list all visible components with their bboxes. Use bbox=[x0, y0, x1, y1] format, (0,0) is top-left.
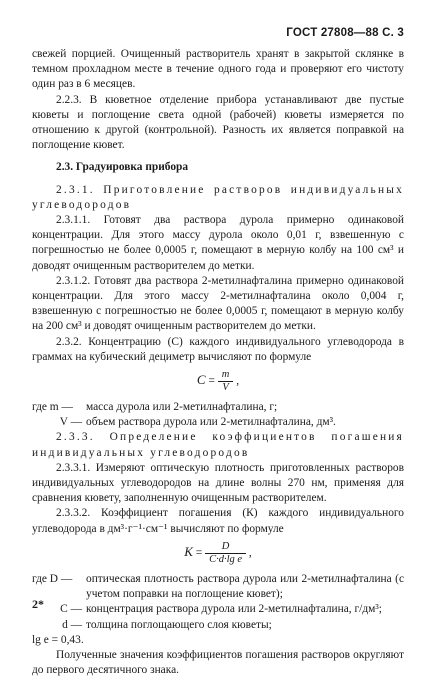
definition-label: d — bbox=[62, 618, 82, 631]
formula-numerator: D bbox=[205, 541, 246, 554]
paragraph-2-3-1-1: 2.3.1.1. Готовят два раствора дурола примерно одинаковой концентрации. Для этого массу дурола около 0,01 г, взвешенную с погрешностью не более 0,0005 г, помещают в мерную колбу на 100 см³ и доводят очищенным растворителем до метки. bbox=[32, 214, 404, 272]
definition-text: толщина поглощающего слоя кюветы; bbox=[86, 618, 272, 631]
definition-label: V — bbox=[59, 416, 82, 429]
formula-fraction bbox=[218, 369, 234, 394]
definition-label: C — bbox=[60, 603, 82, 616]
formula-end: , bbox=[248, 547, 252, 559]
formula-fraction bbox=[205, 541, 246, 566]
document-body bbox=[32, 47, 404, 678]
definition-c bbox=[32, 602, 404, 617]
definition-v bbox=[32, 415, 404, 430]
definition-label: где m — bbox=[32, 401, 73, 414]
definition-d-thickness bbox=[32, 618, 404, 633]
definition-m bbox=[32, 400, 404, 415]
formula-equals: = bbox=[195, 547, 203, 559]
formula-denominator: V bbox=[222, 382, 229, 394]
section-2-3-3-heading: 2.3.3. Определение коэффициентов погашения индивидуальных углеводородов bbox=[32, 431, 404, 459]
formula-equals: = bbox=[208, 375, 215, 388]
paragraph-2-2-3: 2.2.3. В кюветное отделение прибора устанавливают две пустые кюветы и поглощение света одной (рабочей) кюветы измеряется по отношению к другой (контрольной). Разность их является поправкой на поглощение кювет. bbox=[32, 93, 404, 152]
paragraph-solvent-storage: свежей порцией. Очищенный растворитель хранят в закрытой склянке в темном прохладном месте в течение одного года и проверяют его чистоту один раз в 6 месяцев. bbox=[32, 48, 404, 91]
paragraph-2-3-1-2: 2.3.1.2. Готовят два раствора 2-метилнафталина примерно одинаковой концентрации. Для этого массу 2-метилнафталина около 0,004 г, взвешенную с погрешностью не более 0,0005 г, помещают в мерную колбу на 200 см³ и доводят очищенным растворителем до метки. bbox=[32, 274, 404, 333]
formula-concentration bbox=[32, 369, 404, 394]
formula-lhs: K bbox=[184, 544, 193, 559]
paragraph-2-3-3-2: 2.3.3.2. Коэффициент погашения (К) каждого индивидуального углеводорода в дм³·г⁻¹·см⁻¹ вычисляют по формуле bbox=[32, 507, 404, 535]
definition-d-optical bbox=[32, 572, 404, 602]
formula-numerator: m bbox=[218, 369, 234, 382]
paragraph-2-3-2: 2.3.2. Концентрацию (С) каждого индивидуального углеводорода в граммах на кубический дециметр вычисляют по формуле bbox=[32, 335, 404, 363]
definition-text: оптическая плотность раствора дурола или 2-метилнафталина (с учетом поправки на поглощение кювет); bbox=[86, 572, 404, 601]
definition-text: объем раствора дурола или 2-метилнафталина, дм³. bbox=[86, 416, 336, 429]
section-2-3-heading: 2.3. Градуировка прибора bbox=[56, 161, 189, 174]
formula-lhs: C bbox=[196, 372, 206, 388]
formula-extinction bbox=[32, 541, 404, 566]
definition-label: где D — bbox=[32, 572, 73, 585]
formula-end: , bbox=[236, 375, 240, 388]
page-signature: 2* bbox=[32, 597, 44, 611]
paragraph-final: Полученные значения коэффициентов погашения растворов округляют до первого десятичного знака. bbox=[32, 648, 404, 677]
page-header: ГОСТ 27808—88 С. 3 bbox=[286, 27, 404, 39]
paragraph-2-3-3-1: 2.3.3.1. Измеряют оптическую плотность приготовленных растворов индивидуальных углеводородов на длине волны 270 нм, применяя для сравнения кювету, заполненную очищенным растворителем. bbox=[32, 461, 404, 505]
section-2-3-1-heading: 2.3.1. Приготовление растворов индивидуальных углеводородов bbox=[32, 183, 404, 211]
definition-text: концентрация раствора дурола или 2-метилнафталина, г/дм³; bbox=[86, 603, 382, 616]
lg-e-value: lg e = 0,43. bbox=[32, 633, 84, 646]
formula-denominator: C·d·lg e bbox=[209, 553, 243, 565]
definition-text: масса дурола или 2-метилнафталина, г; bbox=[86, 401, 278, 414]
